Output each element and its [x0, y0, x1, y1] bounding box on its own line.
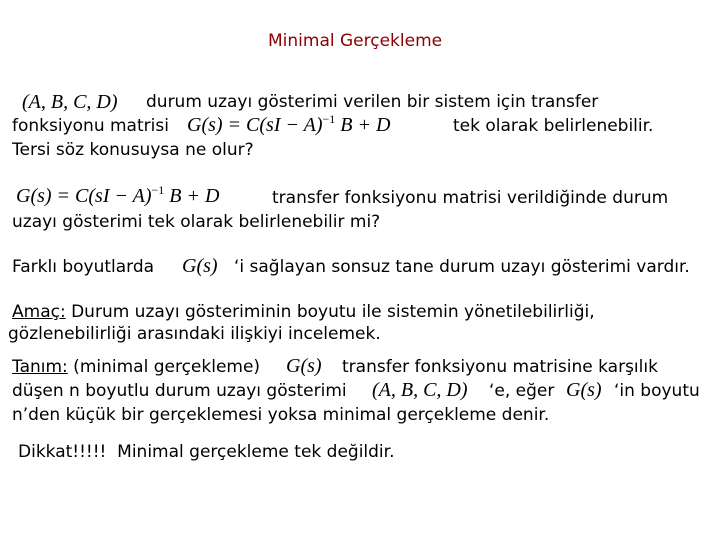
tanim-label: Tanım: — [12, 357, 68, 377]
p1-line1: durum uzayı gösterimi verilen bir sistem için transfer — [146, 92, 599, 112]
p2-line1: transfer fonksiyonu matrisi verildiğinde durum — [272, 188, 669, 208]
p5-line3: n’den küçük bir gerçeklemesi yoksa minimal gerçekleme denir. — [12, 405, 550, 425]
gs-formula-3: G(s) — [566, 379, 602, 401]
p6-warning: Dikkat!!!!! Minimal gerçekleme tek değildir. — [18, 442, 395, 462]
p4-line2: gözlenebilirliği arasındaki ilişkiyi incelemek. — [8, 324, 381, 344]
p5-line2b: ‘e, eğer — [489, 381, 555, 401]
p1-line2b: tek olarak belirlenebilir. — [453, 116, 654, 136]
transfer-formula-2: G(s) = C(sI − A)$^{-1}$ B + D — [16, 183, 220, 207]
p1-line2a: fonksiyonu matrisi — [12, 116, 169, 136]
p5-line2a: düşen n boyutlu durum uzayı gösterimi — [12, 381, 347, 401]
p4-line1: Amaç: Durum uzayı gösteriminin boyutu ile sistemin yönetilebilirliği, — [12, 302, 595, 322]
p5-line1b: transfer fonksiyonu matrisine karşılık — [342, 357, 658, 377]
page-title: Minimal Gerçekleme — [268, 31, 443, 51]
amac-label: Amaç: — [12, 302, 66, 322]
p5-line2c: ‘in boyutu — [614, 381, 700, 401]
p2-line2: uzayı gösterimi tek olarak belirlenebilir mi? — [12, 212, 381, 232]
gs-formula-2: G(s) — [286, 355, 322, 377]
p3-text-a: Farklı boyutlarda — [12, 257, 155, 277]
p3-text-b: ‘i sağlayan sonsuz tane durum uzayı gösterimi vardır. — [234, 257, 690, 277]
p5-line1a: Tanım: (minimal gerçekleme) — [12, 357, 261, 377]
abcd-formula-2: (A, B, C, D) — [372, 379, 468, 401]
transfer-formula: G(s) = C(sI − A)$^{-1}$ B + D — [187, 112, 391, 136]
p1-line3: Tersi söz konusuysa ne olur? — [12, 140, 254, 160]
gs-formula: G(s) — [182, 255, 218, 277]
abcd-formula: (A, B, C, D) — [22, 91, 118, 113]
